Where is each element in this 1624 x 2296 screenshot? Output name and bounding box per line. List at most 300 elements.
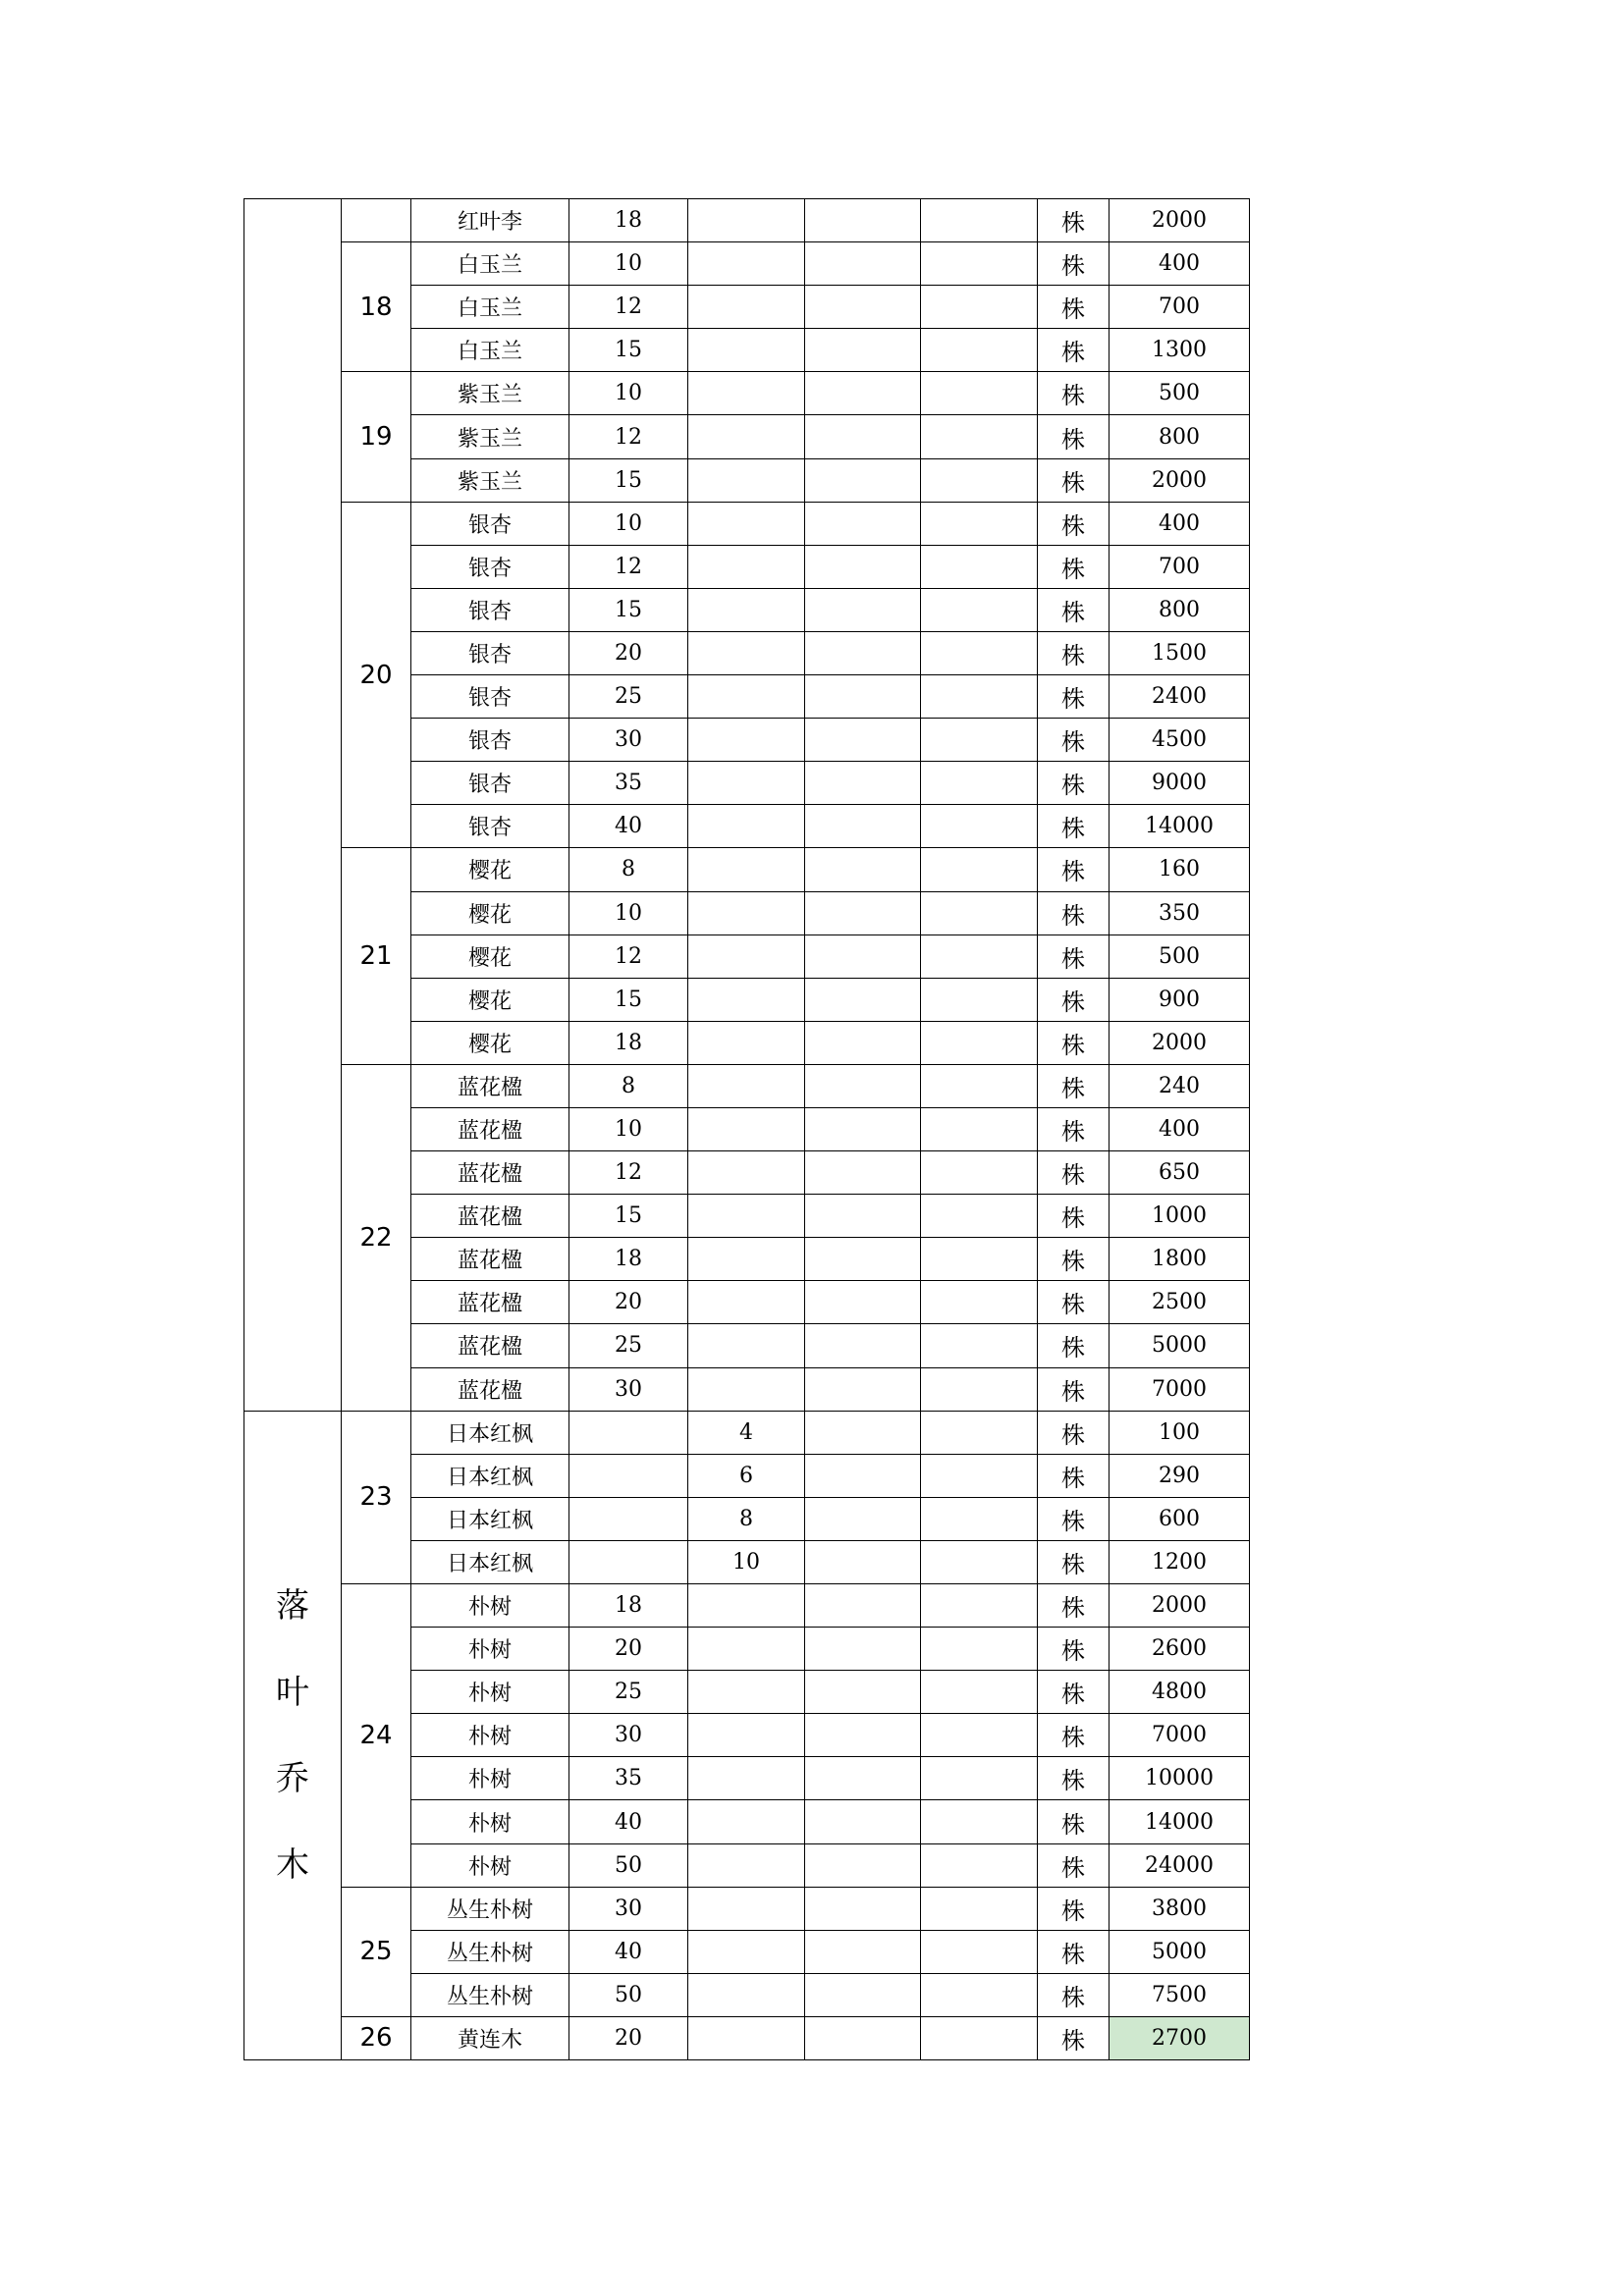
table-row xyxy=(244,502,1250,545)
plant-name-cell: 樱花 xyxy=(411,1021,569,1064)
spec-d-cell xyxy=(921,719,1038,762)
spec-d-cell xyxy=(921,1497,1038,1540)
spec-d-cell xyxy=(921,458,1038,502)
unit-cell: 株 xyxy=(1038,242,1110,286)
plant-name-cell: 蓝花楹 xyxy=(411,1367,569,1411)
spec-d-cell xyxy=(921,1281,1038,1324)
spec-c-cell xyxy=(805,1238,921,1281)
spec-a-cell: 12 xyxy=(569,415,688,458)
unit-cell: 株 xyxy=(1038,199,1110,242)
spec-b-cell xyxy=(688,891,805,934)
spec-c-cell xyxy=(805,978,921,1021)
price-cell: 800 xyxy=(1110,588,1250,631)
price-cell: 400 xyxy=(1110,502,1250,545)
spec-b-cell xyxy=(688,1973,805,2016)
spec-c-cell xyxy=(805,1671,921,1714)
spec-c-cell xyxy=(805,1930,921,1973)
table-row xyxy=(244,1887,1250,1930)
plant-name-cell: 丛生朴树 xyxy=(411,1930,569,1973)
spec-d-cell xyxy=(921,762,1038,805)
spec-b-cell xyxy=(688,719,805,762)
spec-d-cell xyxy=(921,1671,1038,1714)
item-number-cell: 19 xyxy=(342,372,411,502)
spec-c-cell xyxy=(805,1324,921,1367)
item-number-cell: 20 xyxy=(342,502,411,848)
unit-cell: 株 xyxy=(1038,1454,1110,1497)
plant-name-cell: 银杏 xyxy=(411,588,569,631)
spec-b-cell: 6 xyxy=(688,1454,805,1497)
unit-cell: 株 xyxy=(1038,1584,1110,1628)
price-cell: 2600 xyxy=(1110,1628,1250,1671)
spec-c-cell xyxy=(805,329,921,372)
item-number-cell: 21 xyxy=(342,848,411,1064)
spec-c-cell xyxy=(805,891,921,934)
spec-d-cell xyxy=(921,1843,1038,1887)
price-cell: 1500 xyxy=(1110,631,1250,674)
unit-cell: 株 xyxy=(1038,1887,1110,1930)
spec-c-cell xyxy=(805,1540,921,1583)
unit-cell: 株 xyxy=(1038,762,1110,805)
price-cell: 7000 xyxy=(1110,1367,1250,1411)
spec-d-cell xyxy=(921,1540,1038,1583)
spec-c-cell xyxy=(805,1411,921,1454)
spec-c-cell xyxy=(805,242,921,286)
spec-b-cell xyxy=(688,1930,805,1973)
spec-b-cell xyxy=(688,286,805,329)
price-cell: 100 xyxy=(1110,1411,1250,1454)
plant-name-cell: 紫玉兰 xyxy=(411,458,569,502)
spec-a-cell: 30 xyxy=(569,719,688,762)
spec-b-cell xyxy=(688,1324,805,1367)
unit-cell: 株 xyxy=(1038,631,1110,674)
price-cell: 240 xyxy=(1110,1064,1250,1107)
plant-name-cell: 银杏 xyxy=(411,631,569,674)
spec-c-cell xyxy=(805,805,921,848)
spec-d-cell xyxy=(921,286,1038,329)
spec-c-cell xyxy=(805,1800,921,1843)
spec-b-cell xyxy=(688,1064,805,1107)
unit-cell: 株 xyxy=(1038,1107,1110,1150)
table-body xyxy=(244,199,1250,2060)
price-cell: 160 xyxy=(1110,848,1250,891)
spec-d-cell xyxy=(921,1411,1038,1454)
unit-cell: 株 xyxy=(1038,1714,1110,1757)
spec-d-cell xyxy=(921,1714,1038,1757)
plant-name-cell: 日本红枫 xyxy=(411,1540,569,1583)
spec-b-cell: 10 xyxy=(688,1540,805,1583)
price-cell: 24000 xyxy=(1110,1843,1250,1887)
spec-b-cell xyxy=(688,805,805,848)
plant-name-cell: 朴树 xyxy=(411,1671,569,1714)
unit-cell: 株 xyxy=(1038,1064,1110,1107)
unit-cell: 株 xyxy=(1038,848,1110,891)
price-cell: 500 xyxy=(1110,934,1250,978)
unit-cell: 株 xyxy=(1038,1367,1110,1411)
plant-name-cell: 日本红枫 xyxy=(411,1411,569,1454)
spec-a-cell: 18 xyxy=(569,1021,688,1064)
unit-cell: 株 xyxy=(1038,372,1110,415)
spec-d-cell xyxy=(921,1021,1038,1064)
spec-a-cell: 50 xyxy=(569,1843,688,1887)
spec-a-cell: 15 xyxy=(569,588,688,631)
plant-name-cell: 蓝花楹 xyxy=(411,1151,569,1195)
table-row xyxy=(244,1584,1250,1628)
spec-c-cell xyxy=(805,762,921,805)
plant-name-cell: 樱花 xyxy=(411,978,569,1021)
unit-cell: 株 xyxy=(1038,2016,1110,2059)
spec-a-cell: 8 xyxy=(569,1064,688,1107)
spec-a-cell: 40 xyxy=(569,805,688,848)
spec-c-cell xyxy=(805,1195,921,1238)
spec-d-cell xyxy=(921,1930,1038,1973)
spec-a-cell: 30 xyxy=(569,1367,688,1411)
spec-b-cell xyxy=(688,934,805,978)
plant-name-cell: 朴树 xyxy=(411,1714,569,1757)
unit-cell: 株 xyxy=(1038,1411,1110,1454)
price-cell: 14000 xyxy=(1110,805,1250,848)
spec-b-cell xyxy=(688,1281,805,1324)
spec-c-cell xyxy=(805,1714,921,1757)
spec-b-cell xyxy=(688,1021,805,1064)
spec-c-cell xyxy=(805,631,921,674)
spec-d-cell xyxy=(921,675,1038,719)
spec-b-cell xyxy=(688,1843,805,1887)
plant-name-cell: 朴树 xyxy=(411,1800,569,1843)
plant-name-cell: 银杏 xyxy=(411,675,569,719)
price-cell: 1300 xyxy=(1110,329,1250,372)
spec-d-cell xyxy=(921,848,1038,891)
spec-d-cell xyxy=(921,2016,1038,2059)
plant-name-cell: 白玉兰 xyxy=(411,329,569,372)
spec-a-cell: 15 xyxy=(569,1195,688,1238)
unit-cell: 株 xyxy=(1038,1281,1110,1324)
item-number-cell: 25 xyxy=(342,1887,411,2016)
price-cell: 4800 xyxy=(1110,1671,1250,1714)
spec-a-cell xyxy=(569,1540,688,1583)
item-number-cell: 24 xyxy=(342,1584,411,1888)
spec-a-cell: 25 xyxy=(569,675,688,719)
plant-name-cell: 樱花 xyxy=(411,848,569,891)
plant-name-cell: 银杏 xyxy=(411,502,569,545)
price-cell: 900 xyxy=(1110,978,1250,1021)
price-cell: 1000 xyxy=(1110,1195,1250,1238)
spec-a-cell: 10 xyxy=(569,372,688,415)
spec-a-cell xyxy=(569,1497,688,1540)
plant-name-cell: 蓝花楹 xyxy=(411,1324,569,1367)
spec-c-cell xyxy=(805,199,921,242)
spec-c-cell xyxy=(805,1454,921,1497)
spec-c-cell xyxy=(805,1021,921,1064)
spec-a-cell: 10 xyxy=(569,242,688,286)
price-cell: 3800 xyxy=(1110,1887,1250,1930)
spec-b-cell xyxy=(688,1628,805,1671)
spec-d-cell xyxy=(921,1584,1038,1628)
table-row xyxy=(244,1064,1250,1107)
spec-d-cell xyxy=(921,1064,1038,1107)
spec-b-cell xyxy=(688,242,805,286)
item-number-cell xyxy=(342,199,411,242)
unit-cell: 株 xyxy=(1038,1238,1110,1281)
spec-b-cell xyxy=(688,1238,805,1281)
plant-name-cell: 丛生朴树 xyxy=(411,1973,569,2016)
spec-c-cell xyxy=(805,545,921,588)
spec-d-cell xyxy=(921,1107,1038,1150)
price-cell: 650 xyxy=(1110,1151,1250,1195)
spec-d-cell xyxy=(921,1367,1038,1411)
spec-b-cell xyxy=(688,588,805,631)
plant-name-cell: 银杏 xyxy=(411,545,569,588)
spec-b-cell xyxy=(688,675,805,719)
spec-c-cell xyxy=(805,1973,921,2016)
spec-c-cell xyxy=(805,1367,921,1411)
spec-c-cell xyxy=(805,848,921,891)
spec-a-cell: 25 xyxy=(569,1324,688,1367)
spec-a-cell: 20 xyxy=(569,1628,688,1671)
spec-c-cell xyxy=(805,719,921,762)
spec-c-cell xyxy=(805,1628,921,1671)
spec-d-cell xyxy=(921,415,1038,458)
spec-c-cell xyxy=(805,372,921,415)
spec-a-cell: 25 xyxy=(569,1671,688,1714)
plant-name-cell: 白玉兰 xyxy=(411,242,569,286)
spec-c-cell xyxy=(805,415,921,458)
table-row xyxy=(244,242,1250,286)
plant-name-cell: 日本红枫 xyxy=(411,1497,569,1540)
spec-d-cell xyxy=(921,199,1038,242)
plant-name-cell: 黄连木 xyxy=(411,2016,569,2059)
unit-cell: 株 xyxy=(1038,1195,1110,1238)
plant-name-cell: 蓝花楹 xyxy=(411,1281,569,1324)
spec-a-cell: 15 xyxy=(569,978,688,1021)
table-row xyxy=(244,848,1250,891)
unit-cell: 株 xyxy=(1038,978,1110,1021)
price-cell: 7500 xyxy=(1110,1973,1250,2016)
spec-c-cell xyxy=(805,502,921,545)
unit-cell: 株 xyxy=(1038,719,1110,762)
spec-b-cell xyxy=(688,545,805,588)
plant-name-cell: 朴树 xyxy=(411,1757,569,1800)
spec-a-cell: 12 xyxy=(569,934,688,978)
plant-name-cell: 朴树 xyxy=(411,1584,569,1628)
spec-a-cell: 12 xyxy=(569,1151,688,1195)
unit-cell: 株 xyxy=(1038,1540,1110,1583)
item-number-cell: 22 xyxy=(342,1064,411,1411)
spec-d-cell xyxy=(921,588,1038,631)
spec-d-cell xyxy=(921,1324,1038,1367)
spec-b-cell xyxy=(688,502,805,545)
spec-c-cell xyxy=(805,1064,921,1107)
price-cell: 2700 xyxy=(1110,2016,1250,2059)
unit-cell: 株 xyxy=(1038,934,1110,978)
price-cell: 2000 xyxy=(1110,458,1250,502)
spec-a-cell: 12 xyxy=(569,286,688,329)
spec-d-cell xyxy=(921,805,1038,848)
spec-d-cell xyxy=(921,1887,1038,1930)
category-cell xyxy=(244,1411,342,2059)
spec-a-cell: 10 xyxy=(569,1107,688,1150)
unit-cell: 株 xyxy=(1038,588,1110,631)
spec-b-cell xyxy=(688,329,805,372)
spec-d-cell xyxy=(921,329,1038,372)
plant-name-cell: 白玉兰 xyxy=(411,286,569,329)
plant-name-cell: 银杏 xyxy=(411,719,569,762)
spec-a-cell xyxy=(569,1411,688,1454)
spec-d-cell xyxy=(921,1238,1038,1281)
unit-cell: 株 xyxy=(1038,1021,1110,1064)
price-cell: 4500 xyxy=(1110,719,1250,762)
price-cell: 5000 xyxy=(1110,1324,1250,1367)
spec-d-cell xyxy=(921,1151,1038,1195)
table-row xyxy=(244,1411,1250,1454)
item-number-cell: 26 xyxy=(342,2016,411,2059)
spec-b-cell xyxy=(688,415,805,458)
unit-cell: 株 xyxy=(1038,675,1110,719)
spec-a-cell: 20 xyxy=(569,1281,688,1324)
unit-cell: 株 xyxy=(1038,286,1110,329)
spec-d-cell xyxy=(921,372,1038,415)
price-cell: 800 xyxy=(1110,415,1250,458)
plant-name-cell: 银杏 xyxy=(411,762,569,805)
plant-name-cell: 朴树 xyxy=(411,1843,569,1887)
spec-c-cell xyxy=(805,286,921,329)
price-cell: 290 xyxy=(1110,1454,1250,1497)
price-cell: 400 xyxy=(1110,1107,1250,1150)
spec-a-cell: 15 xyxy=(569,458,688,502)
spec-c-cell xyxy=(805,1757,921,1800)
plant-name-cell: 银杏 xyxy=(411,805,569,848)
spec-b-cell xyxy=(688,762,805,805)
spec-b-cell xyxy=(688,1367,805,1411)
spec-b-cell: 4 xyxy=(688,1411,805,1454)
price-table xyxy=(244,198,1250,2060)
spec-b-cell xyxy=(688,848,805,891)
spec-a-cell: 15 xyxy=(569,329,688,372)
spec-c-cell xyxy=(805,1281,921,1324)
spec-d-cell xyxy=(921,1628,1038,1671)
spec-b-cell xyxy=(688,1887,805,1930)
spec-c-cell xyxy=(805,1843,921,1887)
price-cell: 700 xyxy=(1110,286,1250,329)
plant-name-cell: 朴树 xyxy=(411,1628,569,1671)
unit-cell: 株 xyxy=(1038,1671,1110,1714)
spec-a-cell: 10 xyxy=(569,891,688,934)
unit-cell: 株 xyxy=(1038,1497,1110,1540)
spec-b-cell xyxy=(688,978,805,1021)
spec-b-cell xyxy=(688,199,805,242)
spec-c-cell xyxy=(805,934,921,978)
spec-d-cell xyxy=(921,1454,1038,1497)
plant-name-cell: 樱花 xyxy=(411,891,569,934)
spec-a-cell xyxy=(569,1454,688,1497)
spec-b-cell: 8 xyxy=(688,1497,805,1540)
price-cell: 7000 xyxy=(1110,1714,1250,1757)
spec-c-cell xyxy=(805,1584,921,1628)
price-cell: 500 xyxy=(1110,372,1250,415)
spec-a-cell: 40 xyxy=(569,1800,688,1843)
spec-b-cell xyxy=(688,372,805,415)
plant-name-cell: 蓝花楹 xyxy=(411,1195,569,1238)
spec-c-cell xyxy=(805,675,921,719)
spec-a-cell: 10 xyxy=(569,502,688,545)
spec-a-cell: 18 xyxy=(569,1584,688,1628)
price-cell: 600 xyxy=(1110,1497,1250,1540)
spec-a-cell: 18 xyxy=(569,199,688,242)
spec-d-cell xyxy=(921,502,1038,545)
spec-c-cell xyxy=(805,2016,921,2059)
spec-d-cell xyxy=(921,891,1038,934)
spec-c-cell xyxy=(805,588,921,631)
unit-cell: 株 xyxy=(1038,891,1110,934)
unit-cell: 株 xyxy=(1038,1324,1110,1367)
price-cell: 700 xyxy=(1110,545,1250,588)
unit-cell: 株 xyxy=(1038,1628,1110,1671)
spec-a-cell: 20 xyxy=(569,631,688,674)
spec-a-cell: 8 xyxy=(569,848,688,891)
table-row xyxy=(244,2016,1250,2059)
spec-d-cell xyxy=(921,1757,1038,1800)
spec-b-cell xyxy=(688,1757,805,1800)
price-cell: 350 xyxy=(1110,891,1250,934)
plant-name-cell: 丛生朴树 xyxy=(411,1887,569,1930)
plant-name-cell: 樱花 xyxy=(411,934,569,978)
spec-a-cell: 40 xyxy=(569,1930,688,1973)
price-cell: 9000 xyxy=(1110,762,1250,805)
spec-c-cell xyxy=(805,458,921,502)
unit-cell: 株 xyxy=(1038,545,1110,588)
spec-a-cell: 30 xyxy=(569,1714,688,1757)
spec-d-cell xyxy=(921,1973,1038,2016)
spec-c-cell xyxy=(805,1497,921,1540)
plant-name-cell: 蓝花楹 xyxy=(411,1107,569,1150)
unit-cell: 株 xyxy=(1038,805,1110,848)
spec-b-cell xyxy=(688,2016,805,2059)
price-cell: 400 xyxy=(1110,242,1250,286)
category-label: 落 叶 乔 木 xyxy=(276,1585,309,1885)
spec-a-cell: 18 xyxy=(569,1238,688,1281)
plant-name-cell: 蓝花楹 xyxy=(411,1064,569,1107)
plant-name-cell: 紫玉兰 xyxy=(411,415,569,458)
item-number-cell: 18 xyxy=(342,242,411,372)
price-cell: 1800 xyxy=(1110,1238,1250,1281)
unit-cell: 株 xyxy=(1038,1930,1110,1973)
unit-cell: 株 xyxy=(1038,329,1110,372)
price-cell: 14000 xyxy=(1110,1800,1250,1843)
spec-b-cell xyxy=(688,1800,805,1843)
unit-cell: 株 xyxy=(1038,502,1110,545)
unit-cell: 株 xyxy=(1038,1800,1110,1843)
price-cell: 2500 xyxy=(1110,1281,1250,1324)
price-cell: 5000 xyxy=(1110,1930,1250,1973)
unit-cell: 株 xyxy=(1038,1843,1110,1887)
unit-cell: 株 xyxy=(1038,458,1110,502)
unit-cell: 株 xyxy=(1038,1151,1110,1195)
spec-d-cell xyxy=(921,631,1038,674)
spec-a-cell: 35 xyxy=(569,1757,688,1800)
spec-b-cell xyxy=(688,1671,805,1714)
unit-cell: 株 xyxy=(1038,1973,1110,2016)
price-cell: 2000 xyxy=(1110,1584,1250,1628)
spec-b-cell xyxy=(688,631,805,674)
category-cell xyxy=(244,199,342,1412)
spec-d-cell xyxy=(921,1800,1038,1843)
spec-b-cell xyxy=(688,1151,805,1195)
price-cell: 2000 xyxy=(1110,199,1250,242)
spec-b-cell xyxy=(688,1195,805,1238)
spec-b-cell xyxy=(688,1107,805,1150)
spec-d-cell xyxy=(921,242,1038,286)
price-cell: 10000 xyxy=(1110,1757,1250,1800)
spec-d-cell xyxy=(921,1195,1038,1238)
